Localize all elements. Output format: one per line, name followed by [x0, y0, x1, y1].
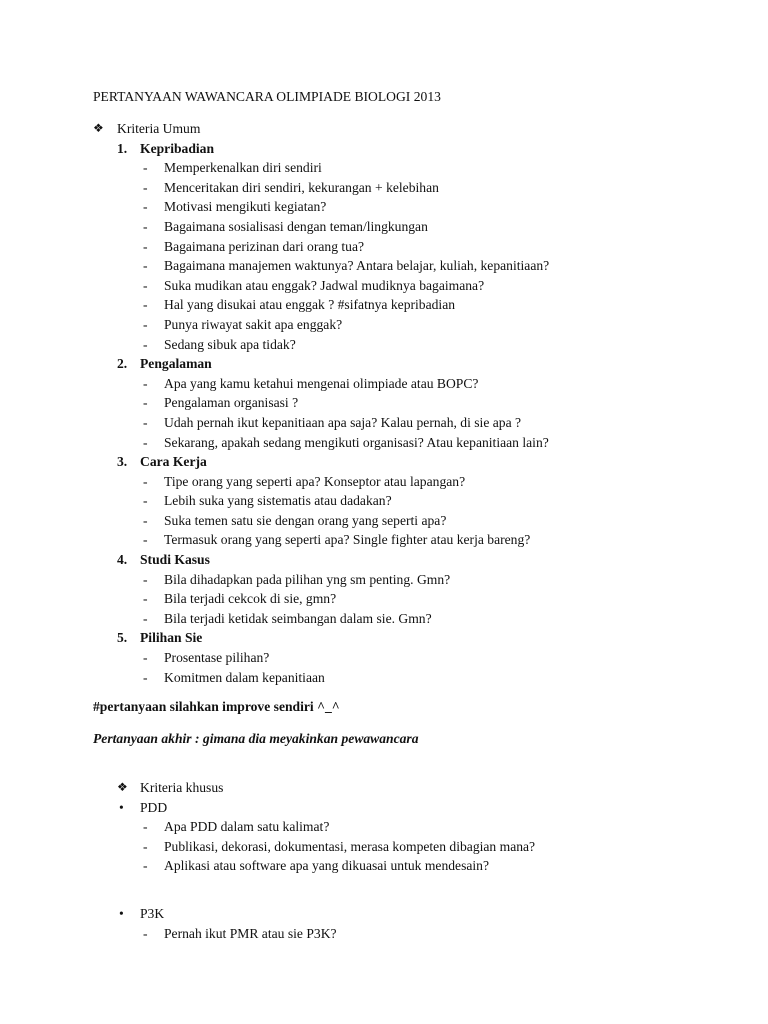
section-heading — [0, 550, 768, 570]
dash-bullet: - — [143, 336, 148, 352]
dash-bullet: - — [143, 650, 148, 666]
dash-bullet: - — [143, 591, 148, 607]
dash-bullet: - — [143, 571, 148, 587]
list-item-text: Tipe orang yang seperti apa? Konseptor atau lapangan? — [164, 473, 466, 489]
dash-bullet: - — [143, 493, 148, 509]
list-item — [0, 530, 768, 550]
list-item-text: Motivasi mengikuti kegiatan? — [164, 199, 327, 215]
list-item — [0, 609, 768, 629]
list-item-text: Komitmen dalam kepanitiaan — [164, 669, 325, 685]
list-item — [0, 570, 768, 590]
list-item-text: Pengalaman organisasi ? — [164, 395, 299, 411]
dash-bullet: - — [143, 277, 148, 293]
dash-bullet: - — [143, 297, 148, 313]
section-number: 1. — [117, 140, 128, 156]
list-item-text: Pernah ikut PMR atau sie P3K? — [164, 925, 337, 941]
list-item-text: Aplikasi atau software apa yang dikuasai untuk mendesain? — [164, 858, 490, 874]
list-item — [0, 589, 768, 609]
section-title: Studi Kasus — [140, 552, 210, 568]
dash-bullet: - — [143, 218, 148, 234]
round-bullet-icon: • — [119, 905, 124, 921]
dash-bullet: - — [143, 258, 148, 274]
list-item — [0, 295, 768, 315]
list-item — [0, 158, 768, 178]
dash-bullet: - — [143, 434, 148, 450]
note-text: #pertanyaan silahkan improve sendiri ^_^ — [93, 699, 340, 714]
section-number: 4. — [117, 552, 128, 568]
list-item-text: Menceritakan diri sendiri, kekurangan + kelebihan — [164, 179, 439, 195]
diamond-bullet-icon: ❖ — [117, 780, 128, 794]
group-heading — [0, 798, 768, 818]
list-item-text: Bagaimana sosialisasi dengan teman/lingkungan — [164, 218, 428, 234]
list-item-text: Suka mudikan atau enggak? Jadwal mudiknya bagaimana? — [164, 277, 485, 293]
group-title: PDD — [140, 799, 168, 815]
dash-bullet: - — [143, 512, 148, 528]
list-item — [0, 856, 768, 876]
kriteria-khusus-section — [0, 778, 768, 943]
list-item — [0, 178, 768, 198]
list-item — [0, 256, 768, 276]
list-item — [0, 433, 768, 453]
dash-bullet: - — [143, 610, 148, 626]
round-bullet-icon: • — [119, 799, 124, 815]
section-number: 5. — [117, 630, 128, 646]
list-item-text: Apa PDD dalam satu kalimat? — [164, 819, 330, 835]
list-item — [0, 217, 768, 237]
list-item-text: Bagaimana perizinan dari orang tua? — [164, 238, 365, 254]
dash-bullet: - — [143, 925, 148, 941]
list-item-text: Sekarang, apakah sedang mengikuti organisasi? Atau kepanitiaan lain? — [164, 434, 549, 450]
list-item-text: Udah pernah ikut kepanitiaan apa saja? Kalau pernah, di sie apa ? — [164, 414, 522, 430]
dash-bullet: - — [143, 473, 148, 489]
dash-bullet: - — [143, 395, 148, 411]
list-item — [0, 335, 768, 355]
section-number: 3. — [117, 454, 128, 470]
kriteria-khusus-label: Kriteria khusus — [140, 780, 224, 795]
list-item — [0, 276, 768, 296]
kriteria-khusus-heading — [0, 778, 768, 798]
group-heading — [0, 904, 768, 924]
section-title: Kepribadian — [140, 140, 215, 156]
section-title: Pengalaman — [140, 356, 212, 372]
list-item — [0, 511, 768, 531]
list-item-text: Bagaimana manajemen waktunya? Antara belajar, kuliah, kepanitiaan? — [164, 258, 550, 274]
list-item — [0, 197, 768, 217]
list-item-text: Bila dihadapkan pada pilihan yng sm penting. Gmn? — [164, 571, 451, 587]
list-item — [0, 374, 768, 394]
list-item — [0, 491, 768, 511]
list-item-text: Punya riwayat sakit apa enggak? — [164, 316, 343, 332]
list-item-text: Sedang sibuk apa tidak? — [164, 336, 296, 352]
dash-bullet: - — [143, 375, 148, 391]
list-item — [0, 472, 768, 492]
list-item — [0, 924, 768, 944]
dash-bullet: - — [143, 532, 148, 548]
section-heading — [0, 354, 768, 374]
list-item — [0, 237, 768, 257]
list-item-text: Lebih suka yang sistematis atau dadakan? — [164, 493, 392, 509]
dash-bullet: - — [143, 199, 148, 215]
dash-bullet: - — [143, 316, 148, 332]
dash-bullet: - — [143, 238, 148, 254]
list-item — [0, 817, 768, 837]
dash-bullet: - — [143, 819, 148, 835]
dash-bullet: - — [143, 669, 148, 685]
document-title: PERTANYAAN WAWANCARA OLIMPIADE BIOLOGI 2013 — [93, 89, 441, 104]
dash-bullet: - — [143, 838, 148, 854]
kriteria-umum-section — [0, 119, 768, 687]
list-item-text: Bila terjadi ketidak seimbangan dalam sie. Gmn? — [164, 610, 432, 626]
section-heading — [0, 139, 768, 159]
section-title: Cara Kerja — [140, 454, 207, 470]
list-item-text: Prosentase pilihan? — [164, 650, 270, 666]
list-item-text: Apa yang kamu ketahui mengenai olimpiade atau BOPC? — [164, 375, 479, 391]
kriteria-umum-heading — [0, 119, 768, 139]
dash-bullet: - — [143, 179, 148, 195]
list-item-text: Suka temen satu sie dengan orang yang seperti apa? — [164, 512, 447, 528]
group-spacer — [0, 876, 768, 904]
list-item-text: Memperkenalkan diri sendiri — [164, 160, 322, 176]
diamond-bullet-icon: ❖ — [93, 121, 104, 135]
list-item-text: Termasuk orang yang seperti apa? Single fighter atau kerja bareng? — [164, 532, 531, 548]
note-block — [0, 697, 768, 717]
dash-bullet: - — [143, 858, 148, 874]
list-item-text: Bila terjadi cekcok di sie, gmn? — [164, 591, 337, 607]
section-title: Pilihan Sie — [140, 630, 203, 646]
list-item — [0, 837, 768, 857]
group-title: P3K — [140, 905, 165, 921]
list-item — [0, 413, 768, 433]
section-heading — [0, 452, 768, 472]
kriteria-umum-label: Kriteria Umum — [117, 121, 201, 136]
dash-bullet: - — [143, 414, 148, 430]
list-item — [0, 668, 768, 688]
list-item — [0, 315, 768, 335]
final-question-text: Pertanyaan akhir : gimana dia meyakinkan pewawancara — [93, 731, 419, 746]
section-number: 2. — [117, 356, 128, 372]
list-item-text: Hal yang disukai atau enggak ? #sifatnya kepribadian — [164, 297, 456, 313]
final-question-block — [0, 729, 768, 749]
list-item — [0, 393, 768, 413]
list-item — [0, 648, 768, 668]
dash-bullet: - — [143, 160, 148, 176]
list-item-text: Publikasi, dekorasi, dokumentasi, merasa kompeten dibagian mana? — [164, 838, 536, 854]
section-heading — [0, 628, 768, 648]
